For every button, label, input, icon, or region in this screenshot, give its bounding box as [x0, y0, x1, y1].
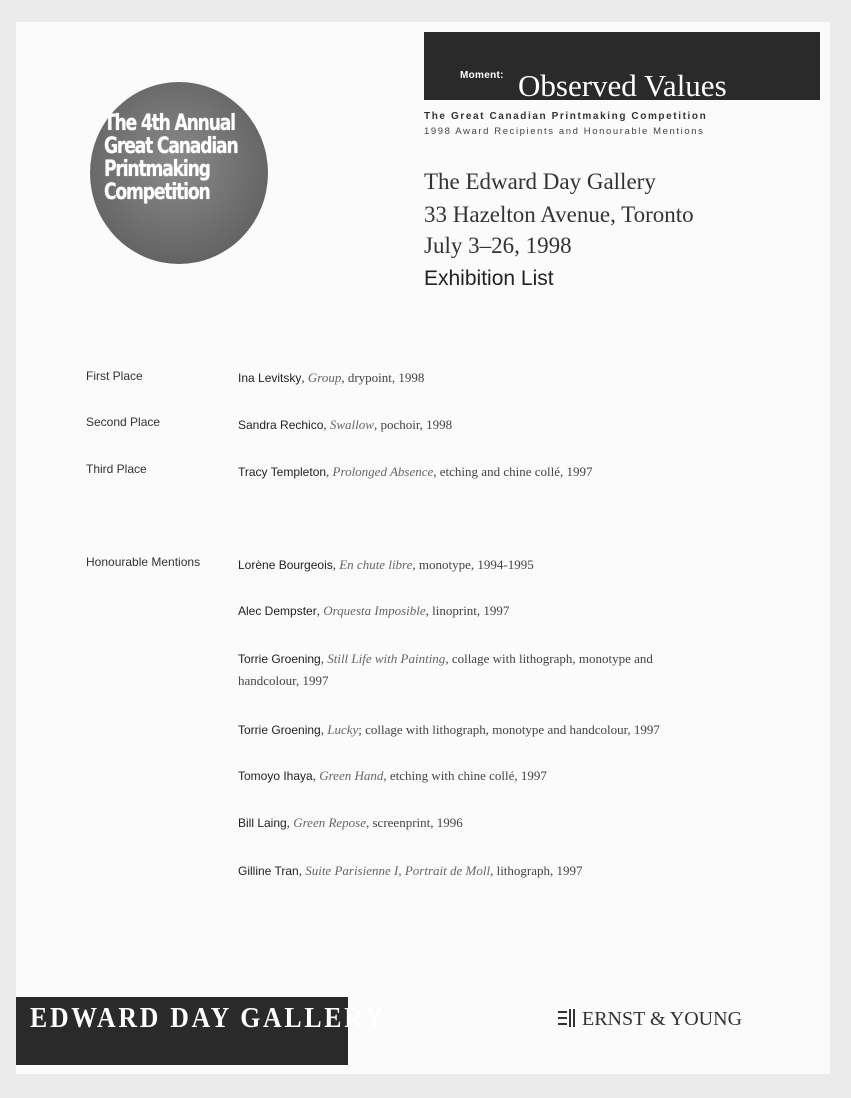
work-details: , screenprint, 1996 — [366, 815, 463, 830]
list-item: Tracy Templeton, Prolonged Absence, etching and chine collé, 1997 — [238, 464, 593, 479]
banner-title: Observed Values — [518, 68, 727, 100]
work-details: , etching with chine collé, 1997 — [383, 768, 547, 783]
work-details: , linoprint, 1997 — [425, 603, 510, 618]
competition-logo — [90, 82, 268, 264]
artist-name: Tracy Templeton — [238, 465, 327, 479]
exhibition-list-title: Exhibition List — [424, 267, 554, 290]
work-details: , etching and chine collé, 1997 — [433, 464, 593, 479]
work-title: Still Life with Painting — [327, 651, 446, 666]
work-title: En chute libre — [339, 557, 413, 572]
work-title: Swallow — [329, 417, 374, 432]
artist-name: Torrie Groening — [238, 723, 321, 737]
artist-name: Lorène Bourgeois — [238, 558, 333, 572]
awards-subtitle: 1998 Award Recipients and Honourable Mentions — [424, 126, 705, 137]
sponsor-logo — [558, 1008, 742, 1031]
document-page — [16, 22, 830, 1074]
work-details: , monotype, 1994-1995 — [412, 557, 534, 572]
work-title: Green Hand — [319, 768, 384, 783]
artist-name: Bill Laing — [238, 816, 287, 830]
list-item: Bill Laing, Green Repose, screenprint, 1996 — [238, 815, 463, 830]
artist-name: Gilline Tran — [238, 864, 299, 878]
artist-name: Tomoyo Ihaya — [238, 769, 313, 783]
list-item: Tomoyo Ihaya, Green Hand, etching with chine collé, 1997 — [238, 768, 547, 783]
work-title: Orquesta Imposible — [323, 603, 426, 618]
gallery-address: 33 Hazelton Avenue, Toronto — [424, 202, 694, 227]
logo-line: The 4th Annual — [104, 111, 235, 136]
footer-gallery-name: EDWARD DAY GALLERY — [30, 1003, 387, 1034]
work-details: , lithograph, 1997 — [490, 863, 583, 878]
logo-line: Great Canadian — [104, 134, 238, 159]
exhibition-dates: July 3–26, 1998 — [424, 233, 572, 258]
logo-line: Competition — [104, 180, 210, 205]
work-title: Suite Parisienne I, Portrait de Moll — [305, 863, 491, 878]
work-title: Lucky — [327, 722, 359, 737]
list-item: Torrie Groening, Still Life with Painting, collage with lithograph, monotype and handcolour, 1997 — [238, 651, 653, 688]
artist-name: Sandra Rechico — [238, 418, 324, 432]
artist-name: Ina Levitsky — [238, 371, 302, 385]
work-details: , drypoint, 1998 — [341, 370, 425, 385]
competition-subtitle: The Great Canadian Printmaking Competition — [424, 111, 708, 122]
list-item: Alec Dempster, Orquesta Imposible, linoprint, 1997 — [238, 603, 510, 618]
artist-name: Alec Dempster — [238, 604, 317, 618]
list-item: Torrie Groening, Lucky; collage with lithograph, monotype and handcolour, 1997 — [238, 722, 660, 737]
list-item: Ina Levitsky, Group, drypoint, 1998 — [238, 370, 425, 385]
ernst-young-mark-icon — [558, 1009, 578, 1027]
gallery-footer-bar — [16, 997, 387, 1065]
honourable-mentions-label: Honourable Mentions — [86, 555, 201, 569]
work-title: Green Repose — [293, 815, 366, 830]
gallery-name: The Edward Day Gallery — [424, 169, 656, 194]
work-details: , pochoir, 1998 — [373, 417, 453, 432]
list-item: Sandra Rechico, Swallow, pochoir, 1998 — [238, 417, 453, 432]
logo-text — [104, 111, 238, 205]
banner-prefix: Moment: — [460, 70, 504, 81]
sponsor-name: ERNST & YOUNG — [582, 1008, 743, 1030]
work-title: Group — [307, 370, 342, 385]
third-place-label: Third Place — [86, 462, 147, 476]
work-details: ; collage with lithograph, monotype and handcolour, 1997 — [358, 722, 660, 737]
work-details: , collage with lithograph, monotype and handcolour, 1997 — [238, 651, 653, 688]
logo-line: Printmaking — [104, 157, 210, 182]
artist-name: Torrie Groening — [238, 652, 321, 666]
header-banner — [424, 32, 820, 100]
second-place-label: Second Place — [86, 415, 161, 429]
list-item: Gilline Tran, Suite Parisienne I, Portrait de Moll, lithograph, 1997 — [238, 863, 583, 878]
first-place-label: First Place — [86, 369, 143, 383]
work-title: Prolonged Absence — [332, 464, 434, 479]
list-item: Lorène Bourgeois, En chute libre, monotype, 1994-1995 — [238, 557, 534, 572]
